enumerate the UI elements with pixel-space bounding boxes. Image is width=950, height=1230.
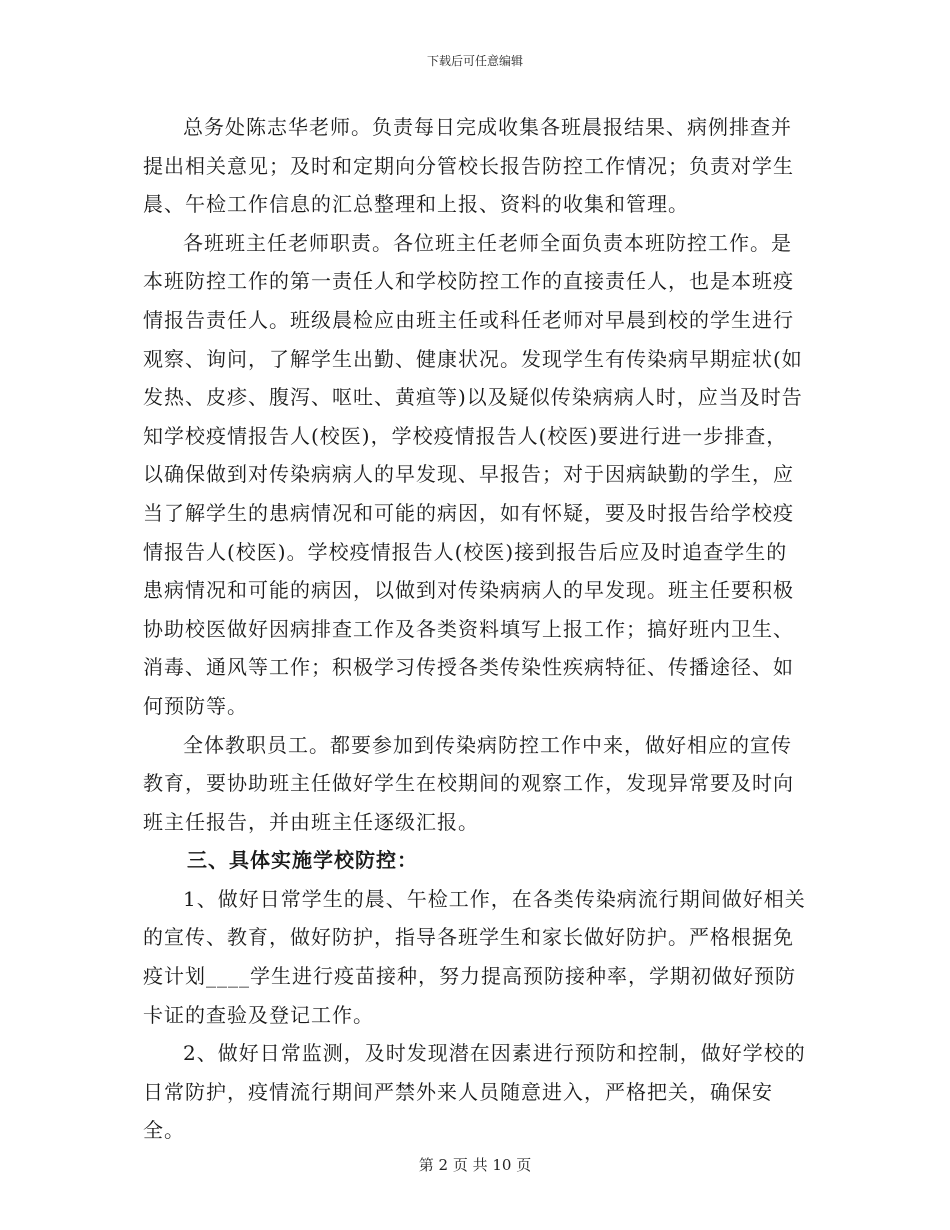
- page-footer: 第 2 页 共 10 页: [418, 1156, 532, 1174]
- paragraph-item-1: 1、做好日常学生的晨、午检工作，在各类传染病流行期间做好相关的宣传、教育，做好防护，指导各班学生和家长做好防护。严格根据免疫计划____学生进行疫苗接种，努力提高预防接种率，学期初做好预防卡证的查验及登记工作。: [143, 886, 806, 1027]
- paragraph-all-staff: 全体教职员工。都要参加到传染病防控工作中来，做好相应的宣传教育，要协助班主任做好学生在校期间的观察工作，发现异常要及时向班主任报告，并由班主任逐级汇报。: [143, 732, 794, 834]
- paragraph-general-affairs: 总务处陈志华老师。负责每日完成收集各班晨报结果、病例排查并提出相关意见；及时和定期向分管校长报告防控工作情况；负责对学生晨、午检工作信息的汇总整理和上报、资料的收集和管理。: [143, 115, 794, 217]
- paragraph-item-2: 2、做好日常监测，及时发现潜在因素进行预防和控制，做好学校的日常防护，疫情流行期间严禁外来人员随意进入，严格把关，确保安全。: [143, 1041, 806, 1143]
- section-heading: 三、具体实施学校防控：: [187, 848, 418, 873]
- document-body: [143, 108, 807, 1150]
- page-header: 下载后可任意编辑: [426, 54, 523, 68]
- paragraph-class-teacher-duties: 各班班主任老师职责。各位班主任老师全面负责本班防控工作。是本班防控工作的第一责任人和学校防控工作的直接责任人，也是本班疫情报告责任人。班级晨检应由班主任或科任老师对早晨到校的学生进行观察、询问，了解学生出勤、健康状况。发现学生有传染病早期症状(如发热、皮疹、腹泻、呕吐、黄疸等)以及疑似传染病病人时，应当及时告知学校疫情报告人(校医)，学校疫情报告人(校医)要进行进一步排查，以确保做到对传染病病人的早发现、早报告；对于因病缺勤的学生，应当了解学生的患病情况和可能的病因，如有怀疑，要及时报告给学校疫情报告人(校医)。学校疫情报告人(校医)接到报告后应及时追查学生的患病情况和可能的病因，以做到对传染病病人的早发现。班主任要积极协助校医做好因病排查工作及各类资料填写上报工作；搞好班内卫生、消毒、通风等工作；积极学习传授各类传染性疾病特征、传播途径、如何预防等。: [143, 230, 803, 718]
